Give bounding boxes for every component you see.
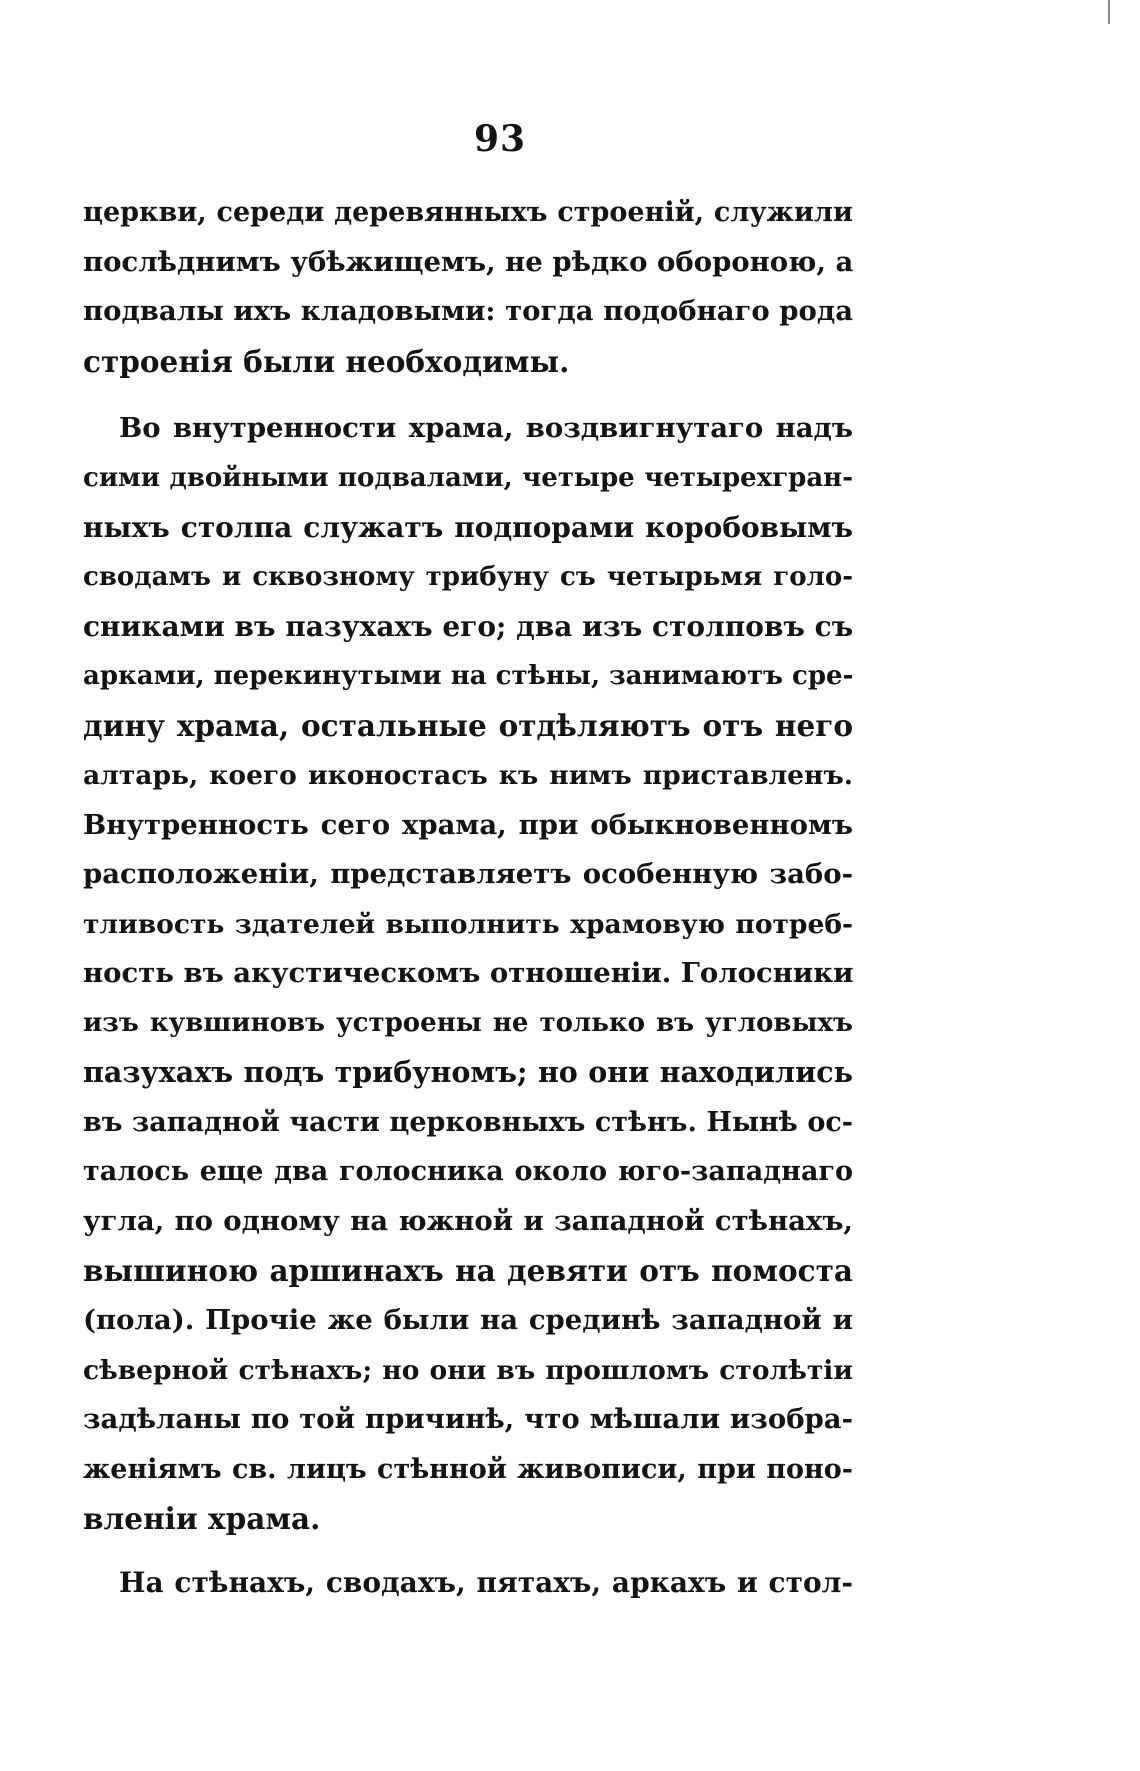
paragraph-gap [83, 386, 853, 404]
text-line: (пола). Прочіе же были на срединѣ западной и [83, 1304, 853, 1337]
text-line: угла, по одному на южной и западной стѣнахъ, [83, 1204, 853, 1237]
paragraph-gap [83, 1544, 853, 1558]
text-line: строенія были необходимы. [83, 343, 570, 379]
text-line: послѣднимъ убѣжищемъ, не рѣдко обороною, а [83, 245, 853, 278]
text-line: ныхъ столпа служатъ подпорами коробовымъ [83, 511, 853, 545]
text-line: сниками въ пазухахъ его; два изъ столповъ съ [83, 610, 853, 644]
text-line: женіямъ св. лицъ стѣнной живописи, при поно- [83, 1453, 853, 1485]
text-line: изъ кувшиновъ устроены не только въ угловыхъ [83, 1007, 853, 1038]
text-line: тливость здателей выполнить храмовую потреб- [83, 908, 853, 940]
text-line: церкви, середи деревянныхъ строеній, служили [83, 197, 853, 228]
text-line: ность въ акустическомъ отношеніи. Голосники [83, 957, 853, 990]
text-line: Во внутренности храма, воздвигнутаго надъ [119, 412, 853, 445]
text-line: сводамъ и сквозному трибуну съ четырьмя голо- [83, 561, 853, 592]
body-text [83, 188, 853, 1607]
text-line: арками, перекинутыми на стѣны, занимаютъ сре- [83, 660, 853, 691]
text-line: задѣланы по той причинѣ, что мѣшали изобра- [83, 1403, 853, 1436]
page-number: 93 [473, 118, 527, 160]
text-line: вышиною аршинахъ на девяти отъ помоста [83, 1253, 853, 1289]
text-line: На стѣнахъ, сводахъ, пятахъ, аркахъ и стол- [119, 1565, 853, 1599]
text-line: сими двойными подвалами, четыре четырехгран- [83, 462, 853, 493]
text-line: талось еще два голосника около юго-западнаго [83, 1156, 853, 1188]
text-line: сѣверной стѣнахъ; но они въ прошломъ столѣтіи [83, 1354, 853, 1386]
text-line: вленіи храма. [83, 1501, 321, 1537]
text-line: Внутренность сего храма, при обыкновенномъ [83, 808, 853, 841]
text-line: подвалы ихъ кладовыми: тогда подобнаго рода [83, 295, 853, 328]
text-line: пазухахъ подъ трибуномъ; но они находились [83, 1055, 853, 1090]
text-line: въ западной части церковныхъ стѣнъ. Нынѣ ос- [83, 1106, 853, 1138]
text-line: дину храма, остальные отдѣляютъ отъ него [83, 708, 853, 744]
text-line: алтарь, коего иконостасъ къ нимъ приставленъ. [83, 760, 853, 792]
page-edge-mark [1108, 0, 1110, 24]
text-line: расположеніи, представляетъ особенную забо- [83, 858, 853, 891]
